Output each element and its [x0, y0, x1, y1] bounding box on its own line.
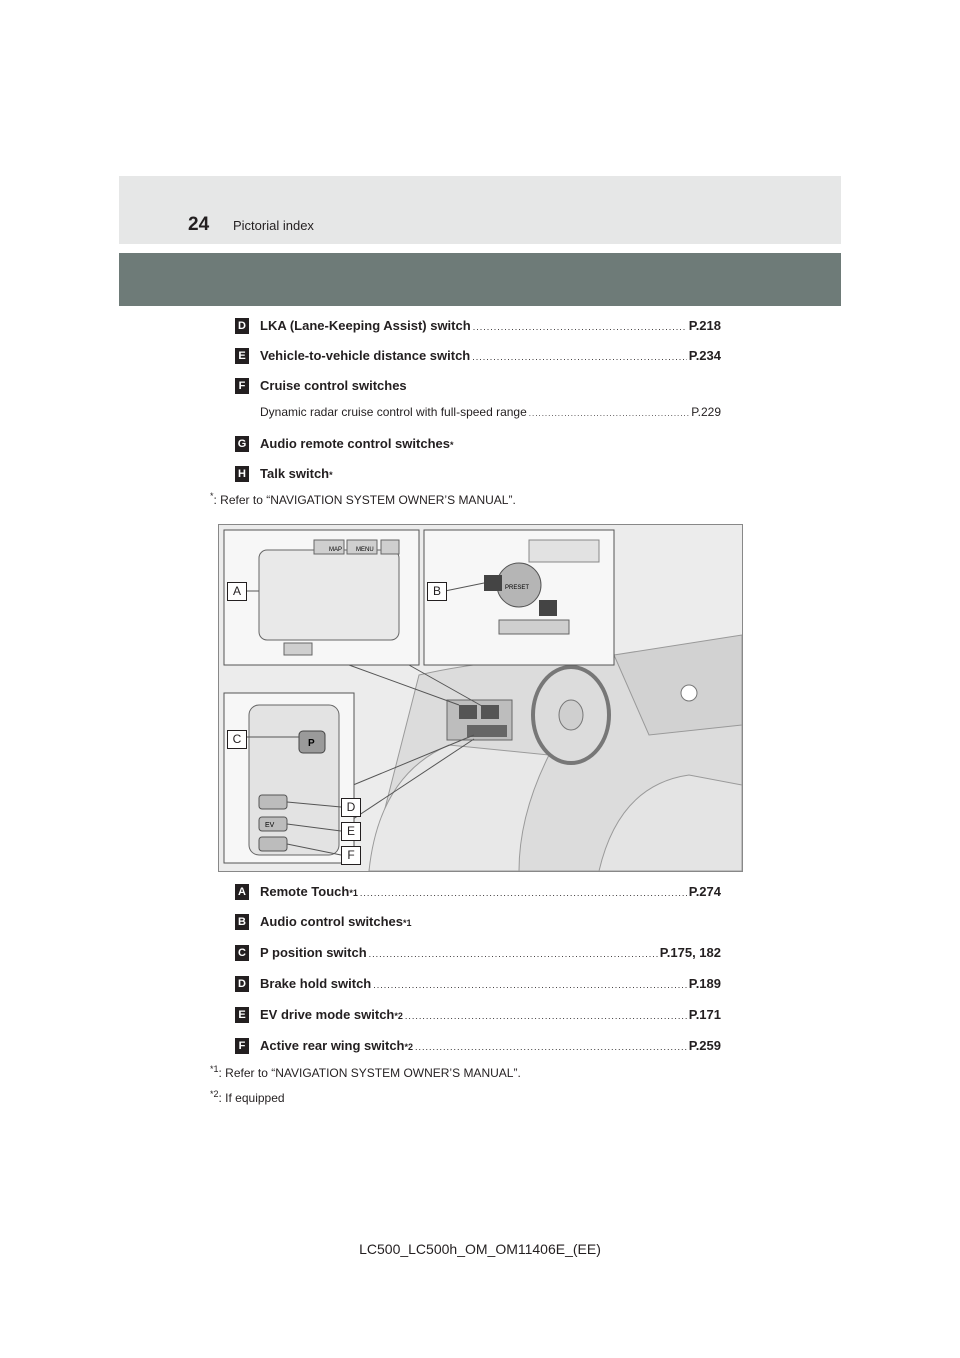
callout-e: E: [341, 822, 361, 841]
menu-button-text: MENU: [356, 547, 374, 553]
item-page[interactable]: P.274: [688, 884, 721, 899]
index-item-brake-hold: [260, 976, 721, 991]
item-page[interactable]: P.189: [688, 976, 721, 991]
preset-knob-text: PRESET: [505, 585, 530, 591]
footnote-star: [210, 491, 516, 507]
item-label: Remote Touch: [260, 884, 350, 899]
item-page[interactable]: P.259: [688, 1038, 721, 1053]
footnote-1: [210, 1064, 521, 1080]
section-title: Pictorial index: [233, 218, 314, 233]
note-text: : If equipped: [218, 1091, 285, 1105]
item-label: LKA (Lane-Keeping Assist) switch: [260, 318, 471, 333]
index-item-ev-mode: [260, 1007, 721, 1022]
item-label: Brake hold switch: [260, 976, 372, 991]
item-label: Audio remote control switches: [260, 436, 450, 451]
badge-d: D: [235, 318, 249, 334]
index-item-rear-wing: [260, 1038, 721, 1053]
index-item-p-position: [260, 945, 721, 960]
item-label: Cruise control switches: [260, 378, 407, 393]
item-label: Vehicle-to-vehicle distance switch: [260, 348, 471, 363]
badge-e: E: [235, 348, 249, 364]
header-band: [119, 176, 841, 244]
index-item-lka: [260, 318, 721, 333]
callout-d: D: [341, 798, 361, 817]
item-label: Active rear wing switch: [260, 1038, 405, 1053]
item-page[interactable]: P.171: [688, 1007, 721, 1022]
leader-dots: [373, 980, 686, 990]
header-bar: [119, 253, 841, 306]
index-item-talk: [260, 466, 721, 481]
badge-f: F: [235, 378, 249, 394]
callout-f: F: [341, 846, 361, 865]
subitem-label: Dynamic radar cruise control with full-speed range: [260, 405, 527, 419]
callout-c: C: [227, 730, 247, 749]
item-label: Talk switch: [260, 466, 330, 481]
index-item-audio-control: [260, 914, 721, 929]
badge-a: A: [235, 884, 249, 900]
leader-dots: [529, 409, 689, 418]
index-item-remote-touch: [260, 884, 721, 899]
note-text: : Refer to “NAVIGATION SYSTEM OWNER’S MANUAL”.: [218, 1066, 521, 1080]
leader-dots: [360, 888, 687, 898]
page-number: 24: [188, 214, 210, 235]
badge-d2: D: [235, 976, 249, 992]
p-button-text: P: [308, 738, 315, 749]
index-subitem-radar-cruise: [260, 405, 721, 419]
note-mark: *: [210, 491, 214, 501]
note-text: : Refer to “NAVIGATION SYSTEM OWNER’S MANUAL”.: [213, 493, 516, 507]
interior-drawing: [219, 525, 742, 871]
item-sup: *2: [394, 1011, 403, 1021]
leader-dots: [473, 322, 687, 332]
leader-dots: [369, 949, 658, 959]
item-label: Audio control switches: [260, 914, 404, 929]
subitem-page[interactable]: P.229: [691, 405, 721, 419]
note-mark: *2: [210, 1089, 219, 1099]
index-item-distance: [260, 348, 721, 363]
leader-dots: [415, 1042, 687, 1052]
interior-illustration: [218, 524, 743, 872]
item-sup: *: [449, 440, 454, 450]
item-sup: *1: [349, 888, 358, 898]
item-page[interactable]: P.218: [688, 318, 721, 333]
leader-dots: [472, 352, 686, 362]
callout-b: B: [427, 582, 447, 601]
badge-b: B: [235, 914, 249, 930]
callout-a: A: [227, 582, 247, 601]
index-item-audio-remote: [260, 436, 721, 451]
leader-dots: [405, 1011, 687, 1021]
badge-c: C: [235, 945, 249, 961]
badge-g: G: [235, 436, 249, 452]
item-page[interactable]: P.175, 182: [659, 945, 721, 960]
badge-f2: F: [235, 1038, 249, 1054]
badge-e2: E: [235, 1007, 249, 1023]
item-sup: *: [329, 470, 333, 480]
item-sup: *2: [404, 1042, 414, 1052]
note-mark: *1: [210, 1064, 219, 1074]
index-item-cruise: [260, 378, 721, 393]
item-sup: *1: [403, 918, 412, 928]
footnote-2: [210, 1089, 285, 1105]
badge-h: H: [235, 466, 249, 482]
item-label: P position switch: [260, 945, 367, 960]
map-button-text: MAP: [329, 547, 343, 553]
ev-button-text: EV: [265, 822, 275, 829]
item-label: EV drive mode switch: [260, 1007, 395, 1022]
item-page[interactable]: P.234: [688, 348, 721, 363]
footer-doc-code: LC500_LC500h_OM_OM11406E_(EE): [359, 1241, 601, 1257]
